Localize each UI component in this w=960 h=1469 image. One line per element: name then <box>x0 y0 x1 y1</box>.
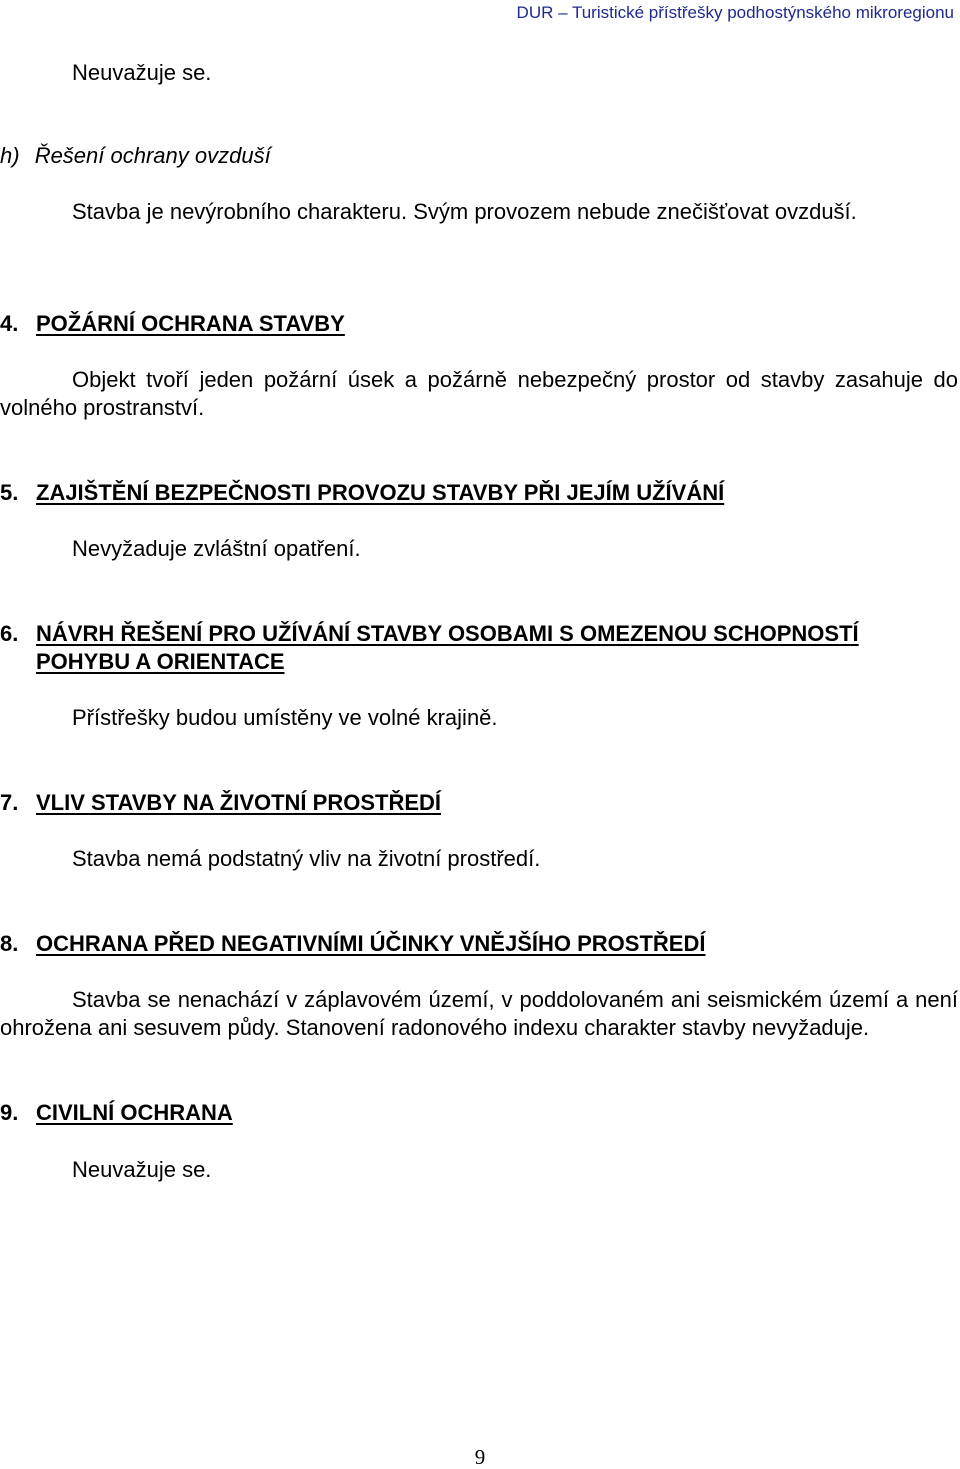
section-6-heading-line2 <box>36 651 285 673</box>
section-9-text: Neuvažuje se. <box>72 1157 212 1182</box>
section-6-heading <box>0 623 859 645</box>
page-number: 9 <box>474 1445 486 1469</box>
section-4-heading <box>0 313 345 335</box>
section-9-heading <box>0 1102 233 1124</box>
section-7-heading <box>0 792 441 814</box>
section-8-text: Stavba se nenachází v záplavovém území, v poddolovaném ani seismickém území a není ohrožena ani sesuvem půdy. Stanovení radonového indexu charakter stavby nevyžaduje. <box>0 987 958 1040</box>
section-9-title: CIVILNÍ OCHRANA <box>36 1100 233 1125</box>
section-6-text: Přístřešky budou umístěny ve volné krajině. <box>72 705 498 730</box>
section-5-text: Nevyžaduje zvláštní opatření. <box>72 536 361 561</box>
section-6-title-line1: NÁVRH ŘEŠENÍ PRO UŽÍVÁNÍ STAVBY OSOBAMI S OMEZENOU SCHOPNOSTÍ <box>36 621 859 646</box>
section-8-title: OCHRANA PŘED NEGATIVNÍMI ÚČINKY VNĚJŠÍHO PROSTŘEDÍ <box>36 931 706 956</box>
section-8-number: 8. <box>0 931 19 956</box>
section-7-text: Stavba nemá podstatný vliv na životní prostředí. <box>72 846 541 871</box>
section-4-text: Objekt tvoří jeden požární úsek a požárně nebezpečný prostor od stavby zasahuje do volného prostranství. <box>0 367 958 420</box>
subsection-h-heading <box>0 145 271 167</box>
subsection-h-title: Řešení ochrany ovzduší <box>34 143 271 168</box>
section-5-title: ZAJIŠTĚNÍ BEZPEČNOSTI PROVOZU STAVBY PŘI JEJÍM UŽÍVÁNÍ <box>36 480 725 505</box>
section-7-title: VLIV STAVBY NA ŽIVOTNÍ PROSTŘEDÍ <box>36 790 442 815</box>
section-6-number: 6. <box>0 621 19 646</box>
section-5-heading <box>0 482 724 504</box>
section-4-title: POŽÁRNÍ OCHRANA STAVBY <box>36 311 345 336</box>
section-6-title-line2: POHYBU A ORIENTACE <box>36 649 285 674</box>
document-header: DUR – Turistické přístřešky podhostýnského mikroregionu <box>516 3 954 22</box>
section-9-number: 9. <box>0 1100 19 1125</box>
subsection-h-text: Stavba je nevýrobního charakteru. Svým provozem nebude znečišťovat ovzduší. <box>72 199 857 224</box>
section-7-number: 7. <box>0 790 19 815</box>
section-5-number: 5. <box>0 480 19 505</box>
section-4-number: 4. <box>0 311 19 336</box>
paragraph-top: Neuvažuje se. <box>72 60 212 85</box>
subsection-h-label: h) <box>0 143 20 168</box>
section-8-heading <box>0 933 705 955</box>
